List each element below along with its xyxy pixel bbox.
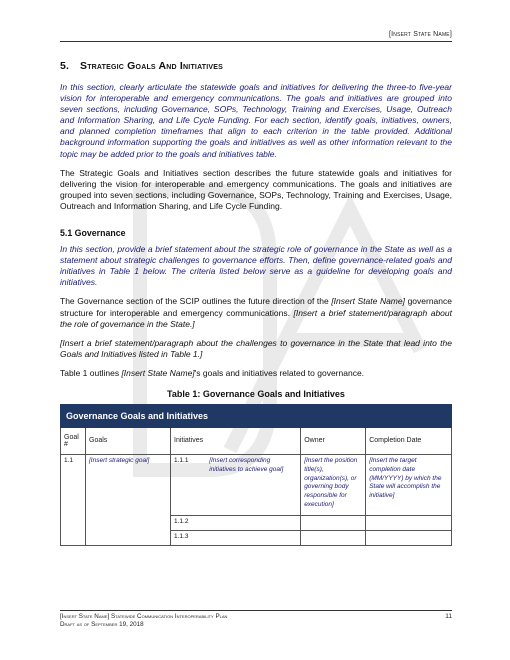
cell-owner-3 <box>301 530 366 545</box>
footer-line-2: Draft as of September 19, 2018 <box>60 621 144 628</box>
subsection-guidance: In this section, provide a brief statement about the strategic role of governance in the State as well as a statement about strategic challenges to governance efforts. Then, define governance-related goals and initiatives in Table 1 below. The criteria listed below serve as a guideline for developing goals and initiatives. <box>60 244 452 288</box>
p3-text-b: 's goals and initiatives related to governance. <box>194 367 365 378</box>
p1-text-a: The Governance section of the SCIP outlines the future direction of the <box>60 296 332 307</box>
footer-rule <box>60 610 452 611</box>
p3-state-placeholder: [Insert State Name] <box>121 367 195 378</box>
governance-paragraph-3 <box>60 368 452 379</box>
section-number: 5. <box>60 60 70 72</box>
p1-insert-placeholder: [Insert a brief statement/paragraph about the role of governance in the State.] <box>60 307 452 329</box>
cell-init-text: [Insert corresponding initiatives to achieve goal] <box>206 454 301 515</box>
cell-completion-2 <box>366 515 452 530</box>
cell-completion: [Insert the target completion date (MM/YYYY) by which the State will accomplish the initiative] <box>366 454 452 515</box>
cell-goal: [Insert strategic goal] <box>86 454 171 545</box>
p1-state-placeholder: [Insert State Name] <box>331 296 405 307</box>
header-state-name: [Insert State Name] <box>389 31 452 38</box>
cell-completion-3 <box>366 530 452 545</box>
header-completion: Completion Date <box>366 427 452 454</box>
governance-paragraph-2: [Insert a brief statement/paragraph about the challenges to governance in the State that lead into the Goals and Initiatives listed in Table 1.] <box>60 337 452 359</box>
header-rule <box>60 41 452 42</box>
governance-paragraph-1 <box>60 296 452 329</box>
governance-table <box>60 404 452 546</box>
section-heading <box>60 60 452 72</box>
main-content <box>60 60 452 546</box>
p1-text-b: governance structure for interoperable and emergency communications. <box>60 296 452 318</box>
cell-init-num-3: 1.1.3 <box>171 530 301 545</box>
p3-text-a: Table 1 outlines <box>60 367 122 378</box>
footer-line-1: [Insert State Name] Statewide Communication Interoperability Plan <box>60 613 228 620</box>
cell-owner-2 <box>301 515 366 530</box>
subsection-title: 5.1 Governance <box>60 228 126 239</box>
header-goals: Goals <box>86 427 171 454</box>
footer-text <box>60 613 227 629</box>
cell-init-num-2: 1.1.2 <box>171 515 301 530</box>
cell-goal-num: 1.1 <box>61 454 86 545</box>
header-owner: Owner <box>301 427 366 454</box>
table-caption: Table 1: Governance Goals and Initiatives <box>167 388 345 399</box>
table-banner: Governance Goals and Initiatives <box>61 404 452 427</box>
cell-init-num: 1.1.1 <box>171 454 207 515</box>
cell-owner: [Insert the position title(s), organization(s), or governing body responsible for execution] <box>301 454 366 515</box>
section-title: Strategic Goals And Initiatives <box>80 60 224 72</box>
section-guidance: In this section, clearly articulate the statewide goals and initiatives for delivering the three-to five-year vision for interoperable and emergency communications. The goals and initiatives are grouped into seven sections, including Governance, SOPs, Technology, Training and Exercises, Usage, Outreach and Information Sharing, and Life Cycle Funding. For each section, identify goals, initiatives, owners, and planned completion timeframes that align to each criterion in the table provided. Additional background information supporting the goals and initiatives as well as other information relevant to the topic may be added prior to the goals and initiatives table. <box>60 82 452 159</box>
table-header-row <box>61 427 452 454</box>
header-goal-num: Goal # <box>61 427 86 454</box>
page-number: 11 <box>445 613 452 620</box>
table-row <box>61 454 452 515</box>
section-body: The Strategic Goals and Initiatives section describes the future statewide goals and initiatives for delivering the vision for interoperable and emergency communications. The goals and initiatives are grouped into seven sections, including Governance, SOPs, Technology, Training and Exercises, Usage, Outreach and Information Sharing, and Life Cycle Funding. <box>60 167 452 211</box>
header-initiatives-spacer <box>206 427 301 454</box>
header-initiatives: Initiatives <box>171 427 207 454</box>
